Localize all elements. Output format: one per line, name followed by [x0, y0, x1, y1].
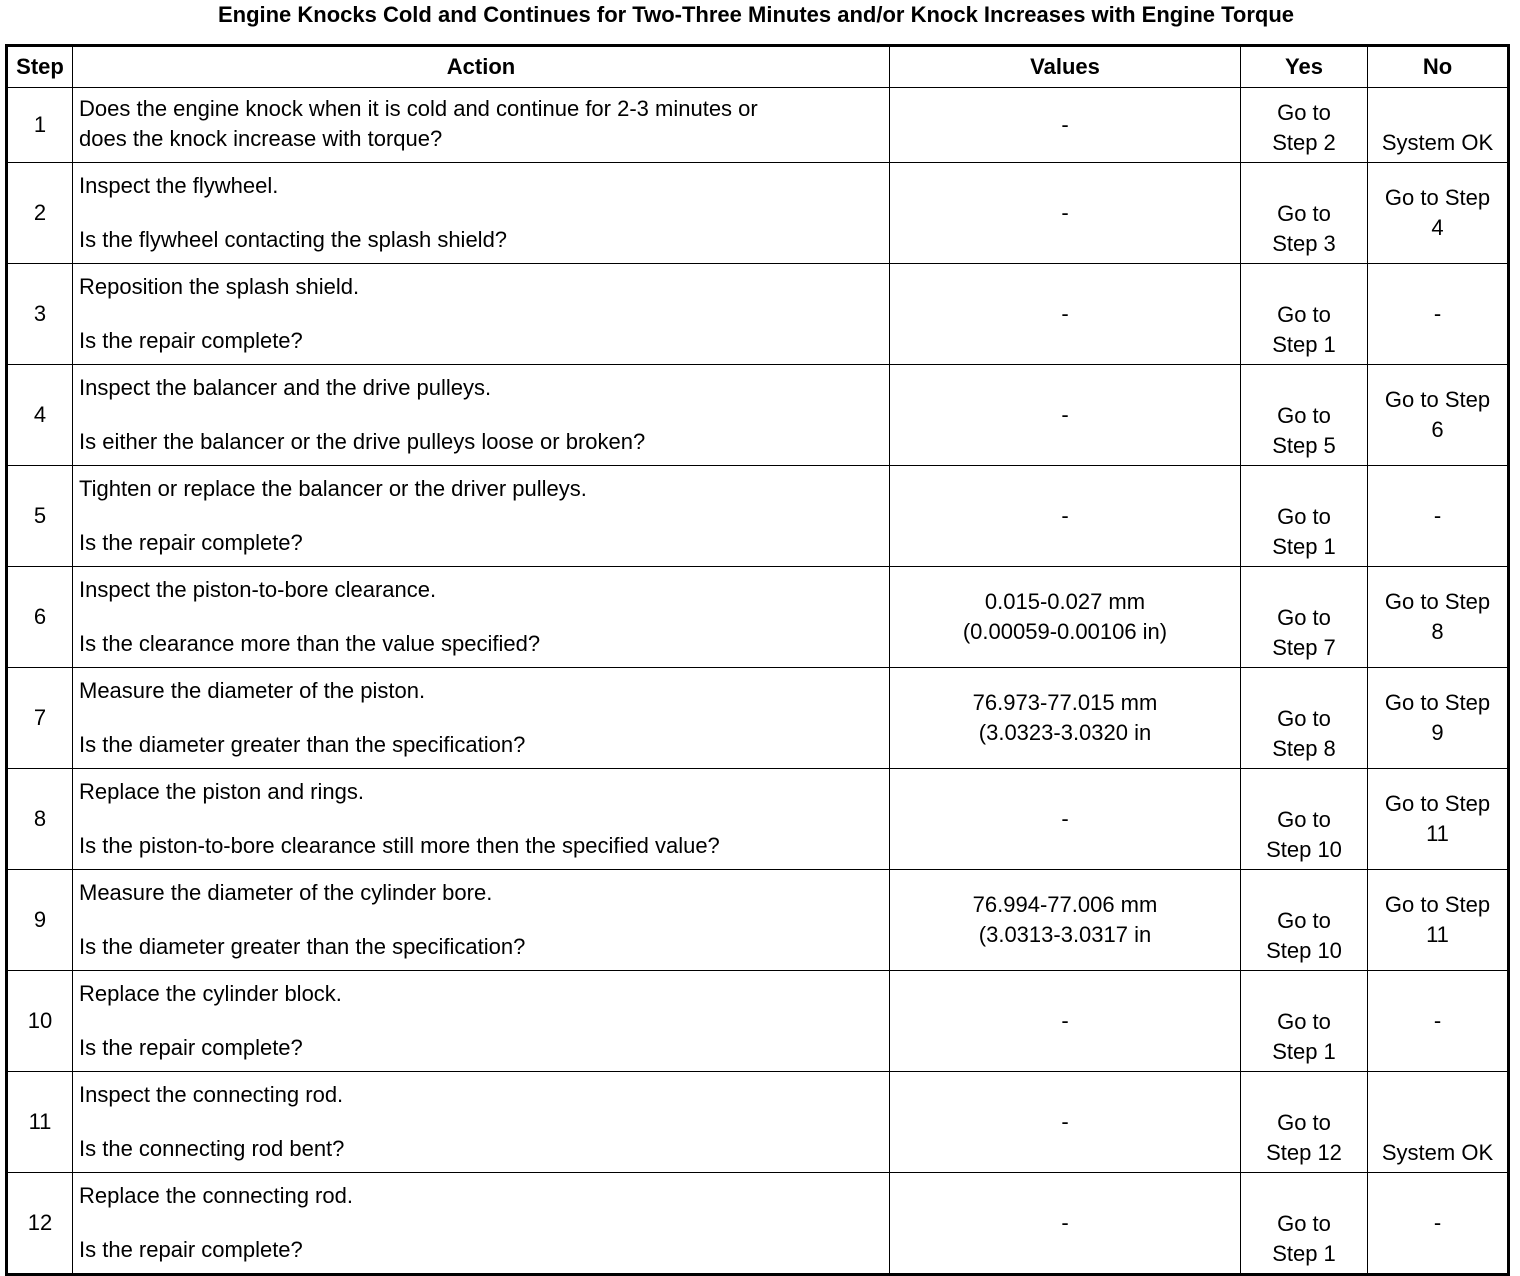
- yes-cell: [1241, 971, 1368, 1072]
- action-question: Is the diameter greater than the specification?: [79, 732, 526, 757]
- table-header-row: [7, 46, 1509, 88]
- yes-cell: [1241, 769, 1368, 870]
- no-goto-step: 11: [1426, 922, 1449, 947]
- step-number: 9: [7, 870, 73, 971]
- values-cell: [890, 466, 1241, 567]
- action-cell: [73, 567, 890, 668]
- value-text: -: [1061, 1008, 1069, 1033]
- yes-cell: [1241, 567, 1368, 668]
- value-text: -: [1061, 402, 1069, 427]
- action-cell: [73, 365, 890, 466]
- value-imperial: (0.00059-0.00106 in): [962, 619, 1168, 644]
- column-header-step: Step: [7, 46, 73, 88]
- yes-goto-label: Go to: [1277, 908, 1331, 933]
- step-number: 2: [7, 163, 73, 264]
- table-row: [7, 365, 1509, 466]
- yes-goto-label: Go to: [1277, 403, 1331, 428]
- yes-goto-label: Go to: [1277, 1211, 1331, 1236]
- yes-goto-step: Step 1: [1272, 332, 1336, 357]
- values-cell: [890, 769, 1241, 870]
- yes-goto-step: Step 8: [1272, 736, 1336, 761]
- values-cell: [890, 1072, 1241, 1173]
- yes-cell: [1241, 668, 1368, 769]
- yes-cell: [1241, 1072, 1368, 1173]
- no-goto-label: Go to Step: [1384, 791, 1491, 816]
- yes-goto-label: Go to: [1277, 706, 1331, 731]
- no-cell: [1368, 971, 1509, 1072]
- action-question: Is either the balancer or the drive pulleys loose or broken?: [79, 429, 646, 454]
- values-cell: [890, 567, 1241, 668]
- action-instruction: Tighten or replace the balancer or the driver pulleys.: [79, 476, 587, 501]
- no-result: System OK: [1381, 130, 1494, 155]
- no-cell: [1368, 365, 1509, 466]
- no-result: -: [1433, 1008, 1442, 1033]
- table-row: [7, 971, 1509, 1072]
- step-number: 10: [7, 971, 73, 1072]
- action-instruction: Replace the connecting rod.: [79, 1183, 353, 1208]
- table-row: [7, 163, 1509, 264]
- yes-goto-step: Step 1: [1272, 1241, 1336, 1266]
- no-cell: [1368, 163, 1509, 264]
- action-instruction: Reposition the splash shield.: [79, 274, 360, 299]
- yes-goto-label: Go to: [1277, 807, 1331, 832]
- no-cell: [1368, 668, 1509, 769]
- value-text: -: [1061, 200, 1069, 225]
- no-cell: [1368, 88, 1509, 163]
- yes-goto-step: Step 3: [1272, 231, 1336, 256]
- no-result: -: [1433, 1210, 1442, 1235]
- action-cell: [73, 163, 890, 264]
- value-imperial: (3.0313-3.0317 in: [978, 922, 1152, 947]
- yes-goto-step: Step 5: [1272, 433, 1336, 458]
- no-cell: [1368, 870, 1509, 971]
- yes-cell: [1241, 264, 1368, 365]
- step-number: 8: [7, 769, 73, 870]
- no-result: -: [1433, 503, 1442, 528]
- action-question: Is the connecting rod bent?: [79, 1136, 345, 1161]
- table-row: [7, 668, 1509, 769]
- value-metric: 76.994-77.006 mm: [972, 892, 1158, 917]
- action-text-line-1: Does the engine knock when it is cold and continue for 2-3 minutes or: [79, 96, 758, 121]
- action-instruction: Replace the cylinder block.: [79, 981, 342, 1006]
- value-metric: 76.973-77.015 mm: [972, 690, 1158, 715]
- action-question: Is the clearance more than the value specified?: [79, 631, 541, 656]
- action-cell: [73, 870, 890, 971]
- no-result: System OK: [1381, 1140, 1494, 1165]
- value-text: -: [1061, 1210, 1069, 1235]
- values-cell: [890, 870, 1241, 971]
- no-cell: [1368, 769, 1509, 870]
- value-text: -: [1061, 112, 1069, 137]
- table-row: [7, 1072, 1509, 1173]
- yes-goto-step: Step 10: [1266, 938, 1342, 963]
- values-cell: [890, 264, 1241, 365]
- values-cell: [890, 88, 1241, 163]
- yes-cell: [1241, 1173, 1368, 1275]
- action-cell: [73, 1173, 890, 1275]
- action-instruction: Inspect the connecting rod.: [79, 1082, 344, 1107]
- no-goto-step: 11: [1426, 821, 1449, 846]
- values-cell: [890, 668, 1241, 769]
- yes-goto-label: Go to: [1277, 1009, 1331, 1034]
- table-row: [7, 567, 1509, 668]
- no-cell: [1368, 567, 1509, 668]
- yes-goto-label: Go to: [1277, 605, 1331, 630]
- step-number: 1: [7, 88, 73, 163]
- values-cell: [890, 971, 1241, 1072]
- no-goto-label: Go to Step: [1384, 387, 1491, 412]
- action-instruction: Inspect the flywheel.: [79, 173, 279, 198]
- step-number: 3: [7, 264, 73, 365]
- action-question: Is the flywheel contacting the splash shield?: [79, 227, 508, 252]
- table-row: [7, 88, 1509, 163]
- action-question: Is the repair complete?: [79, 1035, 303, 1060]
- step-number: 7: [7, 668, 73, 769]
- table-row: [7, 769, 1509, 870]
- no-cell: [1368, 264, 1509, 365]
- value-imperial: (3.0323-3.0320 in: [978, 720, 1152, 745]
- yes-goto-label: Go to: [1277, 1110, 1331, 1135]
- value-text: -: [1061, 503, 1069, 528]
- step-number: 6: [7, 567, 73, 668]
- action-cell: [73, 769, 890, 870]
- action-text-line-2: does the knock increase with torque?: [79, 126, 443, 151]
- table-row: [7, 870, 1509, 971]
- step-number: 4: [7, 365, 73, 466]
- action-question: Is the repair complete?: [79, 1237, 303, 1262]
- yes-goto-step: Step 10: [1266, 837, 1342, 862]
- action-instruction: Inspect the balancer and the drive pulleys.: [79, 375, 492, 400]
- no-cell: [1368, 466, 1509, 567]
- column-header-values: Values: [890, 46, 1241, 88]
- step-number: 5: [7, 466, 73, 567]
- yes-cell: [1241, 466, 1368, 567]
- value-text: -: [1061, 301, 1069, 326]
- yes-goto-step: Step 12: [1266, 1140, 1342, 1165]
- no-goto-label: Go to Step: [1384, 892, 1491, 917]
- no-goto-step: 4: [1431, 215, 1444, 240]
- action-cell: [73, 1072, 890, 1173]
- action-instruction: Measure the diameter of the cylinder bore.: [79, 880, 493, 905]
- action-instruction: Replace the piston and rings.: [79, 779, 364, 804]
- action-cell: [73, 668, 890, 769]
- no-goto-step: 8: [1431, 619, 1444, 644]
- no-result: -: [1433, 301, 1442, 326]
- values-cell: [890, 365, 1241, 466]
- no-goto-step: 9: [1431, 720, 1444, 745]
- yes-goto-step: Step 2: [1272, 130, 1336, 155]
- action-cell: [73, 264, 890, 365]
- yes-goto-step: Step 1: [1272, 1039, 1336, 1064]
- action-question: Is the repair complete?: [79, 530, 303, 555]
- yes-cell: [1241, 870, 1368, 971]
- values-cell: [890, 163, 1241, 264]
- value-text: -: [1061, 806, 1069, 831]
- column-header-no: No: [1368, 46, 1509, 88]
- page-title: Engine Knocks Cold and Continues for Two-Three Minutes and/or Knock Increases with Engine Torque: [217, 2, 1295, 27]
- no-cell: [1368, 1173, 1509, 1275]
- action-instruction: Inspect the piston-to-bore clearance.: [79, 577, 437, 602]
- action-instruction: Measure the diameter of the piston.: [79, 678, 426, 703]
- yes-cell: [1241, 163, 1368, 264]
- action-cell: [73, 466, 890, 567]
- yes-goto-step: Step 1: [1272, 534, 1336, 559]
- yes-goto-label: Go to: [1277, 201, 1331, 226]
- action-cell: [73, 88, 890, 163]
- value-text: -: [1061, 1109, 1069, 1134]
- yes-cell: [1241, 88, 1368, 163]
- table-row: [7, 1173, 1509, 1275]
- no-goto-label: Go to Step: [1384, 589, 1491, 614]
- column-header-yes: Yes: [1241, 46, 1368, 88]
- values-cell: [890, 1173, 1241, 1275]
- no-goto-label: Go to Step: [1384, 690, 1491, 715]
- yes-goto-step: Step 7: [1272, 635, 1336, 660]
- action-question: Is the piston-to-bore clearance still more then the specified value?: [79, 833, 720, 858]
- yes-goto-label: Go to: [1277, 504, 1331, 529]
- no-goto-step: 6: [1431, 417, 1444, 442]
- no-goto-label: Go to Step: [1384, 185, 1491, 210]
- table-row: [7, 264, 1509, 365]
- value-metric: 0.015-0.027 mm: [984, 589, 1146, 614]
- column-header-action: Action: [73, 46, 890, 88]
- table-row: [7, 466, 1509, 567]
- action-cell: [73, 971, 890, 1072]
- yes-cell: [1241, 365, 1368, 466]
- step-number: 11: [7, 1072, 73, 1173]
- action-question: Is the diameter greater than the specification?: [79, 934, 526, 959]
- yes-goto-label: Go to: [1277, 302, 1331, 327]
- no-cell: [1368, 1072, 1509, 1173]
- table-body: [7, 88, 1509, 1275]
- diagnostic-table: [5, 44, 1510, 1276]
- step-number: 12: [7, 1173, 73, 1275]
- yes-goto-label: Go to: [1277, 100, 1331, 125]
- action-question: Is the repair complete?: [79, 328, 303, 353]
